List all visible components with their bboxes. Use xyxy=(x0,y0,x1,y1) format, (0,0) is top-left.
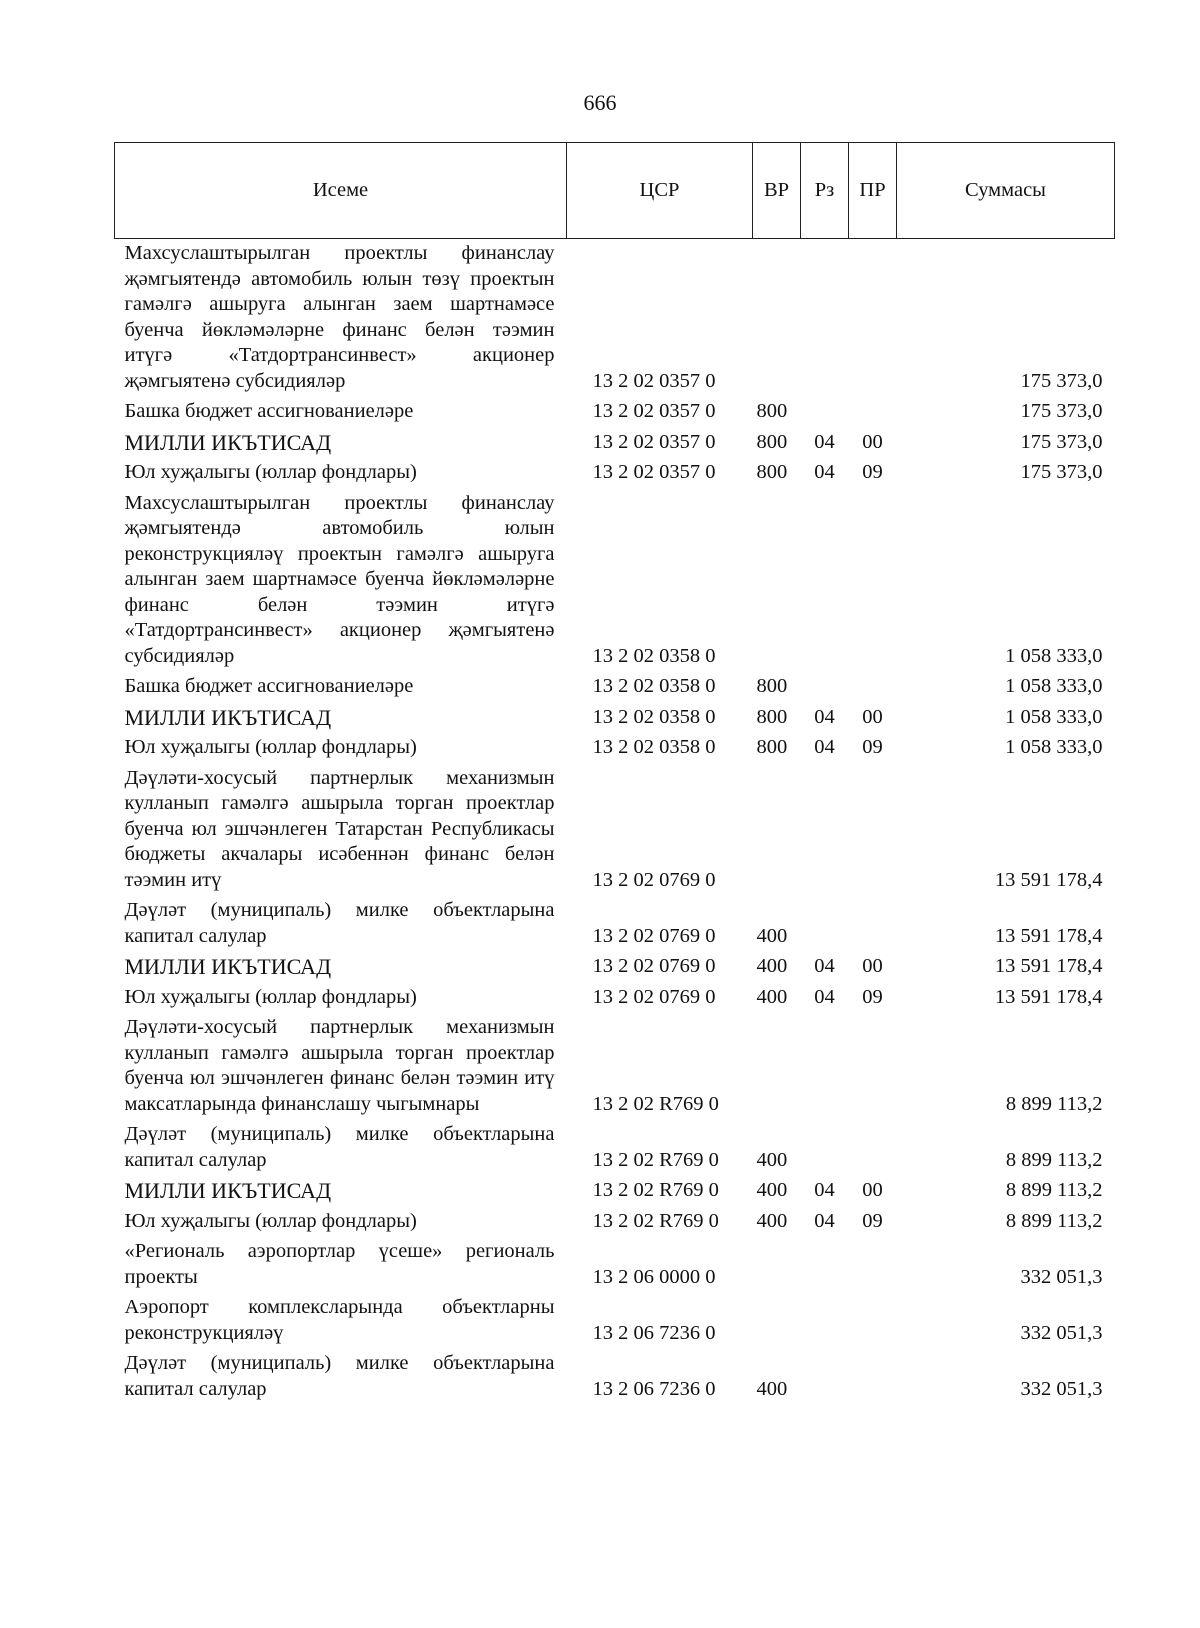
cell-pr: 00 xyxy=(862,955,883,977)
table-row xyxy=(115,703,1115,734)
cell-rz xyxy=(801,764,849,897)
cell-rz: 04 xyxy=(814,461,835,483)
cell-rz xyxy=(801,672,849,703)
cell-name: Аэропорт комплексларында объектларны реконструкцияләү xyxy=(124,1296,555,1344)
cell-csr: 13 2 02 0357 0 xyxy=(592,369,716,392)
cell-vr: 800 xyxy=(756,430,788,453)
cell-csr: 13 2 02 0358 0 xyxy=(592,736,716,758)
cell-sum: 8 899 113,2 xyxy=(1005,1179,1103,1201)
cell-sum: 175 373,0 xyxy=(1020,400,1103,422)
cell-name: Махсуслаштырылган проектлы финанслау җәмгыятендә автомобиль юлын төзү проектын гамәлгә ашыруга алынган заем шартнамәсе буенча йөкләмәләрне финанс белән тәэмин итүгә «Татдортрансинвест» акционер җәмгыятенә субсидияләр xyxy=(124,242,555,392)
cell-rz: 04 xyxy=(814,1209,835,1232)
cell-name: Дәүләт (муниципаль) милке объектларына капитал салулар xyxy=(124,1123,555,1171)
table-header xyxy=(115,143,1115,239)
table-row xyxy=(115,764,1115,897)
header-pr: ПР xyxy=(849,143,897,239)
header-csr: ЦСР xyxy=(567,143,753,239)
cell-pr xyxy=(849,1237,897,1293)
cell-name: Дәүләт (муниципаль) милке объектларына капитал салулар xyxy=(124,899,555,947)
cell-csr: 13 2 02 0769 0 xyxy=(592,955,716,977)
cell-rz xyxy=(801,397,849,428)
table-row xyxy=(115,1349,1115,1405)
cell-pr: 00 xyxy=(862,1179,883,1201)
table-row xyxy=(115,896,1115,952)
cell-vr: 800 xyxy=(756,705,788,728)
cell-pr xyxy=(849,1349,897,1405)
cell-sum: 175 373,0 xyxy=(1020,461,1103,483)
cell-vr: 400 xyxy=(756,1209,788,1232)
cell-rz xyxy=(801,239,849,398)
cell-name: Юл хуҗалыгы (юллар фондлары) xyxy=(124,736,417,758)
cell-name: Юл хуҗалыгы (юллар фондлары) xyxy=(124,461,417,483)
cell-vr xyxy=(753,764,801,897)
cell-name: «Региональ аэропортлар үсеше» региональ проекты xyxy=(124,1240,555,1288)
cell-pr: 09 xyxy=(862,1209,883,1232)
table-row xyxy=(115,1120,1115,1176)
cell-vr xyxy=(753,1237,801,1293)
cell-rz: 04 xyxy=(814,430,835,453)
cell-csr: 13 2 06 0000 0 xyxy=(592,1265,716,1288)
table-row xyxy=(115,983,1115,1014)
cell-vr: 800 xyxy=(756,675,788,697)
cell-sum: 8 899 113,2 xyxy=(1005,1092,1103,1115)
cell-vr xyxy=(753,1013,801,1120)
cell-sum: 175 373,0 xyxy=(1020,369,1103,392)
cell-sum: 13 591 178,4 xyxy=(994,868,1103,891)
cell-rz xyxy=(801,489,849,673)
cell-pr xyxy=(849,1120,897,1176)
cell-sum: 1 058 333,0 xyxy=(1005,644,1103,667)
cell-sum: 332 051,3 xyxy=(1020,1377,1103,1400)
cell-name: Башка бюджет ассигнованиеләре xyxy=(124,675,414,697)
cell-csr: 13 2 02 R769 0 xyxy=(592,1092,719,1115)
table-row xyxy=(115,458,1115,489)
cell-sum: 13 591 178,4 xyxy=(994,924,1103,947)
cell-name: МИЛЛИ ИКЪТИСАД xyxy=(124,704,332,730)
cell-name: МИЛЛИ ИКЪТИСАД xyxy=(124,954,332,979)
cell-pr: 09 xyxy=(862,736,883,758)
table-row xyxy=(115,1176,1115,1207)
cell-csr: 13 2 02 0358 0 xyxy=(592,675,716,697)
cell-vr: 800 xyxy=(756,461,788,483)
cell-rz: 04 xyxy=(814,985,835,1008)
cell-csr: 13 2 02 0357 0 xyxy=(592,461,716,483)
cell-csr: 13 2 02 0769 0 xyxy=(592,985,716,1008)
cell-sum: 175 373,0 xyxy=(1020,430,1103,453)
cell-csr: 13 2 02 0357 0 xyxy=(592,400,716,422)
cell-vr xyxy=(753,1293,801,1349)
cell-csr: 13 2 06 7236 0 xyxy=(592,1321,716,1344)
cell-vr: 400 xyxy=(756,955,788,977)
cell-pr xyxy=(849,896,897,952)
cell-sum: 13 591 178,4 xyxy=(994,955,1103,977)
cell-rz xyxy=(801,1013,849,1120)
table-row xyxy=(115,952,1115,983)
cell-rz: 04 xyxy=(814,955,835,977)
cell-pr: 00 xyxy=(862,705,883,728)
cell-sum: 1 058 333,0 xyxy=(1005,736,1103,758)
cell-rz: 04 xyxy=(814,1179,835,1201)
table-row xyxy=(115,1207,1115,1238)
header-name: Исеме xyxy=(115,143,567,239)
cell-csr: 13 2 02 0358 0 xyxy=(592,644,716,667)
cell-csr: 13 2 02 0769 0 xyxy=(592,924,716,947)
cell-name: МИЛЛИ ИКЪТИСАД xyxy=(124,1178,332,1203)
cell-pr xyxy=(849,672,897,703)
cell-csr: 13 2 02 R769 0 xyxy=(592,1179,719,1201)
cell-vr: 800 xyxy=(756,400,788,422)
cell-vr: 400 xyxy=(756,1179,788,1201)
cell-name: Юл хуҗалыгы (юллар фондлары) xyxy=(124,1209,417,1232)
cell-rz: 04 xyxy=(814,736,835,758)
cell-vr: 800 xyxy=(756,736,788,758)
cell-name: Дәүләти-хосусый партнерлык механизмын кулланып гамәлгә ашырыла торган проектлар буенча юл эшчәнлеген Татарстан Республикасы бюджеты акчалары исәбеннән финанс белән тәэмин итү xyxy=(124,766,555,891)
cell-rz xyxy=(801,1349,849,1405)
cell-sum: 332 051,3 xyxy=(1020,1321,1103,1344)
cell-csr: 13 2 02 0358 0 xyxy=(592,705,716,728)
table-row xyxy=(115,1237,1115,1293)
cell-pr: 00 xyxy=(862,430,883,453)
cell-sum: 1 058 333,0 xyxy=(1005,705,1103,728)
cell-pr xyxy=(849,764,897,897)
cell-sum: 13 591 178,4 xyxy=(994,985,1103,1008)
cell-name: Юл хуҗалыгы (юллар фондлары) xyxy=(124,985,417,1008)
cell-vr: 400 xyxy=(756,1377,788,1400)
cell-sum: 8 899 113,2 xyxy=(1005,1209,1103,1232)
table-row xyxy=(115,1293,1115,1349)
budget-table xyxy=(114,142,1115,1405)
cell-name: Башка бюджет ассигнованиеләре xyxy=(124,400,414,422)
table-row xyxy=(115,428,1115,459)
header-sum: Суммасы xyxy=(897,143,1115,239)
table-row xyxy=(115,239,1115,398)
cell-sum: 1 058 333,0 xyxy=(1005,675,1103,697)
cell-rz xyxy=(801,1120,849,1176)
table-body xyxy=(115,239,1115,1406)
cell-name: Махсуслаштырылган проектлы финанслау җәмгыятендә автомобиль юлын реконструкцияләү проектын гамәлгә ашыруга алынган заем шартнамәсе буенча йөкләмәләрне финанс белән тәэмин итүгә «Татдортрансинвест» акционер җәмгыятенә субсидияләр xyxy=(124,491,555,667)
cell-pr: 09 xyxy=(862,985,883,1008)
page-number: 666 xyxy=(583,90,617,115)
cell-pr xyxy=(849,1013,897,1120)
cell-sum: 8 899 113,2 xyxy=(1005,1148,1103,1171)
cell-sum: 332 051,3 xyxy=(1020,1265,1103,1288)
cell-rz xyxy=(801,1237,849,1293)
cell-name: Дәүләти-хосусый партнерлык механизмын кулланып гамәлгә ашырыла торган проектлар буенча юл эшчәнлеген финанс белән тәэмин итү максатларында финанслашу чыгымнары xyxy=(124,1016,555,1115)
cell-name: МИЛЛИ ИКЪТИСАД xyxy=(124,429,332,455)
cell-pr xyxy=(849,489,897,673)
table-row xyxy=(115,397,1115,428)
cell-pr xyxy=(849,239,897,398)
cell-csr: 13 2 02 R769 0 xyxy=(592,1148,719,1171)
cell-rz xyxy=(801,1293,849,1349)
table-row xyxy=(115,489,1115,673)
header-rz: Рз xyxy=(801,143,849,239)
cell-pr: 09 xyxy=(862,461,883,483)
cell-vr: 400 xyxy=(756,924,788,947)
cell-csr: 13 2 02 0357 0 xyxy=(592,430,716,453)
table-row xyxy=(115,672,1115,703)
table-row xyxy=(115,1013,1115,1120)
table-row xyxy=(115,733,1115,764)
cell-csr: 13 2 02 0769 0 xyxy=(592,868,716,891)
cell-name: Дәүләт (муниципаль) милке объектларына капитал салулар xyxy=(124,1352,555,1400)
cell-vr xyxy=(753,239,801,398)
cell-vr: 400 xyxy=(756,985,788,1008)
cell-pr xyxy=(849,397,897,428)
cell-rz xyxy=(801,896,849,952)
header-vr: ВР xyxy=(753,143,801,239)
cell-pr xyxy=(849,1293,897,1349)
cell-csr: 13 2 02 R769 0 xyxy=(592,1209,719,1232)
cell-vr: 400 xyxy=(756,1148,788,1171)
cell-rz: 04 xyxy=(814,705,835,728)
cell-vr xyxy=(753,489,801,673)
cell-csr: 13 2 06 7236 0 xyxy=(592,1377,716,1400)
